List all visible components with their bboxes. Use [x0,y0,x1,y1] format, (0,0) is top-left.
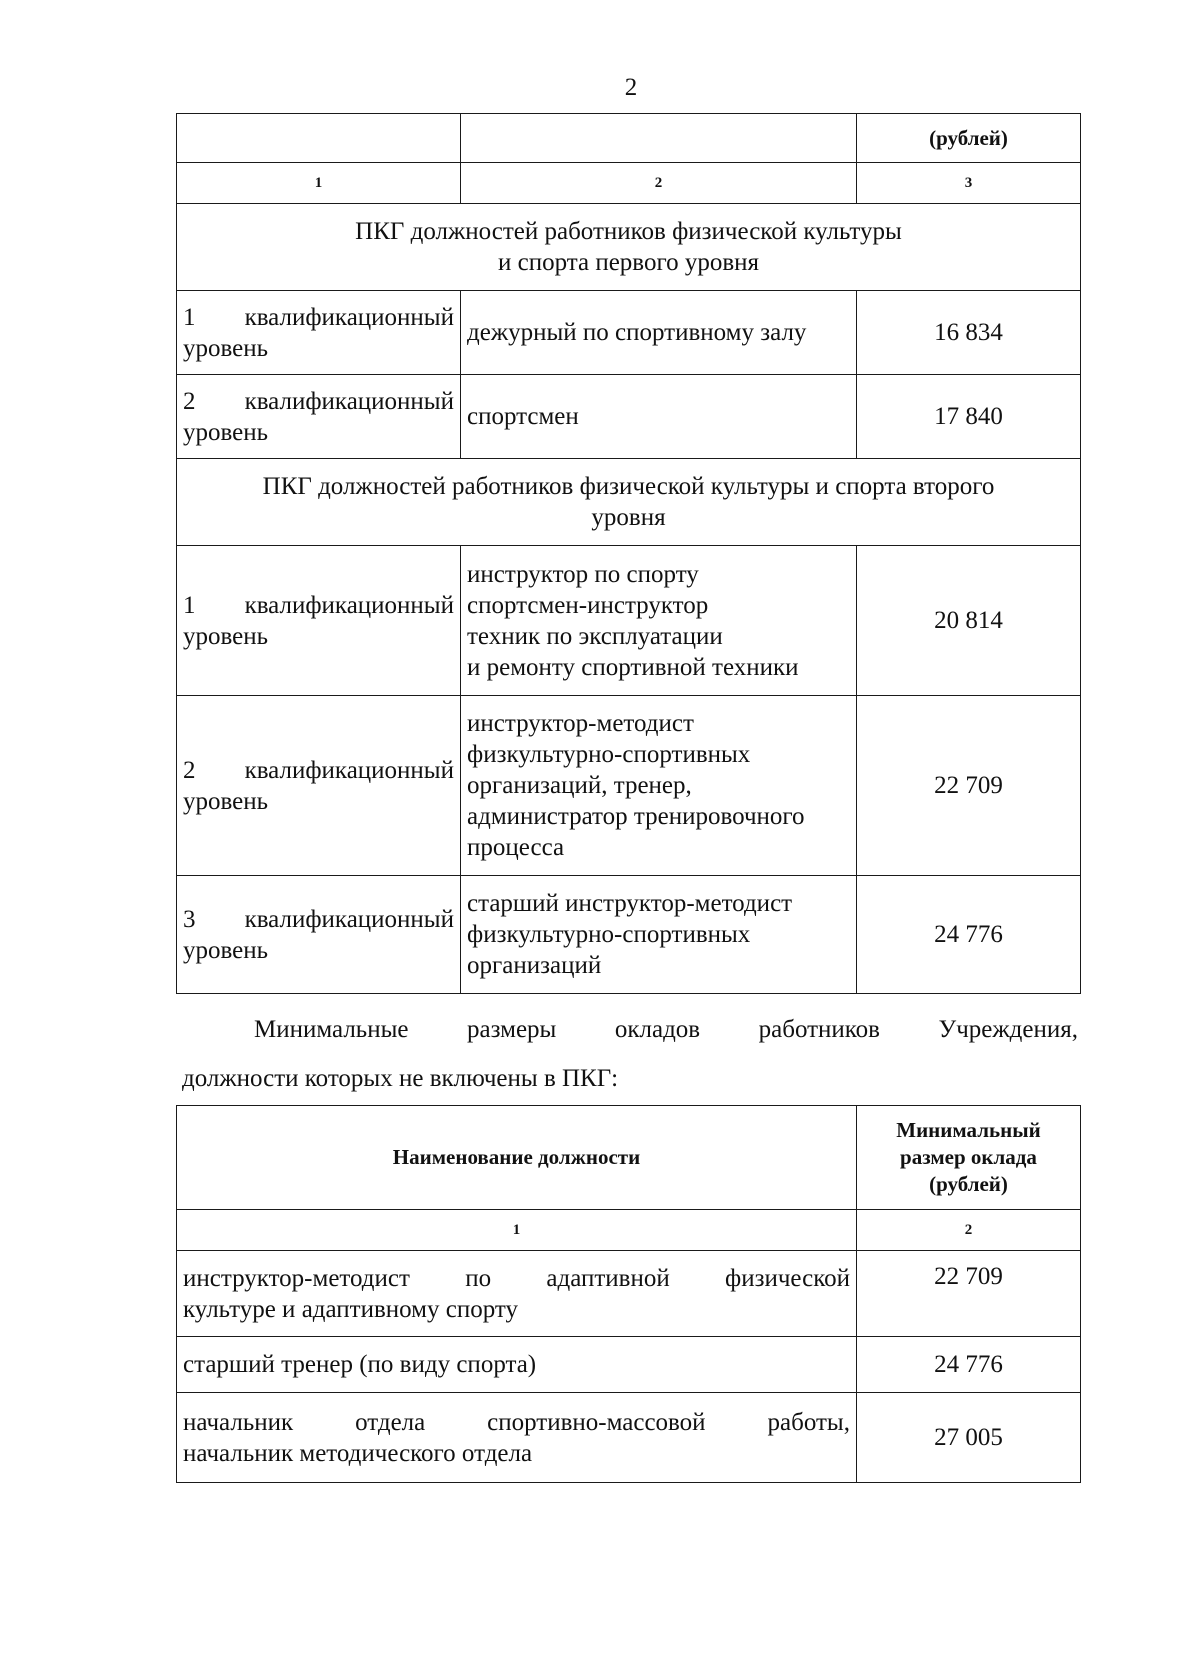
group-title [177,459,1081,546]
position-word: по [465,1264,492,1292]
page-number: 2 [624,74,638,101]
position-cell [177,1393,857,1483]
other-positions-table [176,1105,1081,1483]
column-numbers-row [177,163,1081,204]
level-number: 3 [183,905,196,933]
position-line: начальник методического отдела [183,1439,533,1467]
level-tail: уровень [183,787,269,815]
qualification-level [177,375,461,459]
qualification-level [177,291,461,375]
column-number: 1 [177,163,461,204]
position-word: инструктор-методист [183,1264,410,1292]
paragraph-word: работников [758,1016,880,1043]
level-number: 1 [183,303,196,331]
table-row [177,1251,1081,1337]
level-word: квалификационный [244,591,454,619]
group-title-line: ПКГ должностей работников физической культуры и спорта второго [262,473,995,500]
group-title-row [177,204,1081,291]
qualification-level [177,696,461,876]
position-cell [177,1251,857,1337]
header-salary-line: размер оклада [900,1145,1037,1169]
qualification-level [177,876,461,994]
level-word: квалификационный [244,387,454,415]
table-row [177,546,1081,696]
salary-cell: 17 840 [857,375,1081,459]
column-number: 3 [857,163,1081,204]
positions-cell: инструктор-методист физкультурно-спортивных организаций, тренер, администратор тренировочного процесса [461,696,857,876]
level-tail: уровень [183,936,269,964]
positions-cell: старший инструктор-методист физкультурно-спортивных организаций [461,876,857,994]
table-unit-row [177,114,1081,163]
paragraph-word: Учреждения, [938,1016,1078,1043]
column-number: 1 [177,1210,857,1251]
salary-cell: 24 776 [857,1337,1081,1393]
table-row [177,876,1081,994]
level-word: квалификационный [244,756,454,784]
position-line: культуре и адаптивному спорту [183,1295,518,1323]
position-word: начальник [183,1408,294,1436]
qualification-groups-table [176,113,1081,994]
header-position: Наименование должности [177,1106,857,1210]
level-tail: уровень [183,418,269,446]
salary-cell: 22 709 [857,696,1081,876]
level-word: квалификационный [244,303,454,331]
header-salary-line: Минимальный [896,1118,1041,1142]
unit-label: (рублей) [857,114,1081,163]
table-row [177,291,1081,375]
level-number: 2 [183,756,196,784]
table-row [177,375,1081,459]
position-word: спортивно-массовой [487,1408,706,1436]
empty-cell [461,114,857,163]
group-title [177,204,1081,291]
position-word: адаптивной [546,1264,670,1292]
table-header-row [177,1106,1081,1210]
empty-cell [177,114,461,163]
group-title-line: и спорта первого уровня [497,249,760,276]
paragraph-word: Минимальные [254,1016,409,1043]
salary-cell: 24 776 [857,876,1081,994]
positions-cell: дежурный по спортивному залу [461,291,857,375]
level-tail: уровень [183,334,269,362]
level-number: 2 [183,387,196,415]
qualification-level [177,546,461,696]
positions-cell: инструктор по спорту спортсмен-инструктор техник по эксплуатации и ремонту спортивной техники [461,546,857,696]
column-number: 2 [857,1210,1081,1251]
group-title-line: ПКГ должностей работников физической культуры [355,218,902,245]
table-row [177,696,1081,876]
salary-cell: 16 834 [857,291,1081,375]
group-title-row [177,459,1081,546]
level-word: квалификационный [244,905,454,933]
table-row [177,1393,1081,1483]
position-word: работы, [767,1408,850,1436]
positions-cell: спортсмен [461,375,857,459]
header-salary [857,1106,1081,1210]
salary-cell: 27 005 [857,1393,1081,1483]
salary-cell: 22 709 [857,1251,1081,1337]
level-number: 1 [183,591,196,619]
salary-cell: 20 814 [857,546,1081,696]
column-numbers-row [177,1210,1081,1251]
paragraph-line [182,1014,1078,1045]
position-word: физической [725,1264,850,1292]
paragraph-word: окладов [614,1016,701,1043]
paragraph-word: размеры [467,1016,557,1043]
group-title-line: уровня [591,504,666,531]
paragraph-line: должности которых не включены в ПКГ: [182,1065,619,1092]
level-tail: уровень [183,622,269,650]
table-row [177,1337,1081,1393]
header-salary-line: (рублей) [929,1172,1008,1196]
column-number: 2 [461,163,857,204]
position-word: отдела [355,1408,426,1436]
position-cell: старший тренер (по виду спорта) [177,1337,857,1393]
